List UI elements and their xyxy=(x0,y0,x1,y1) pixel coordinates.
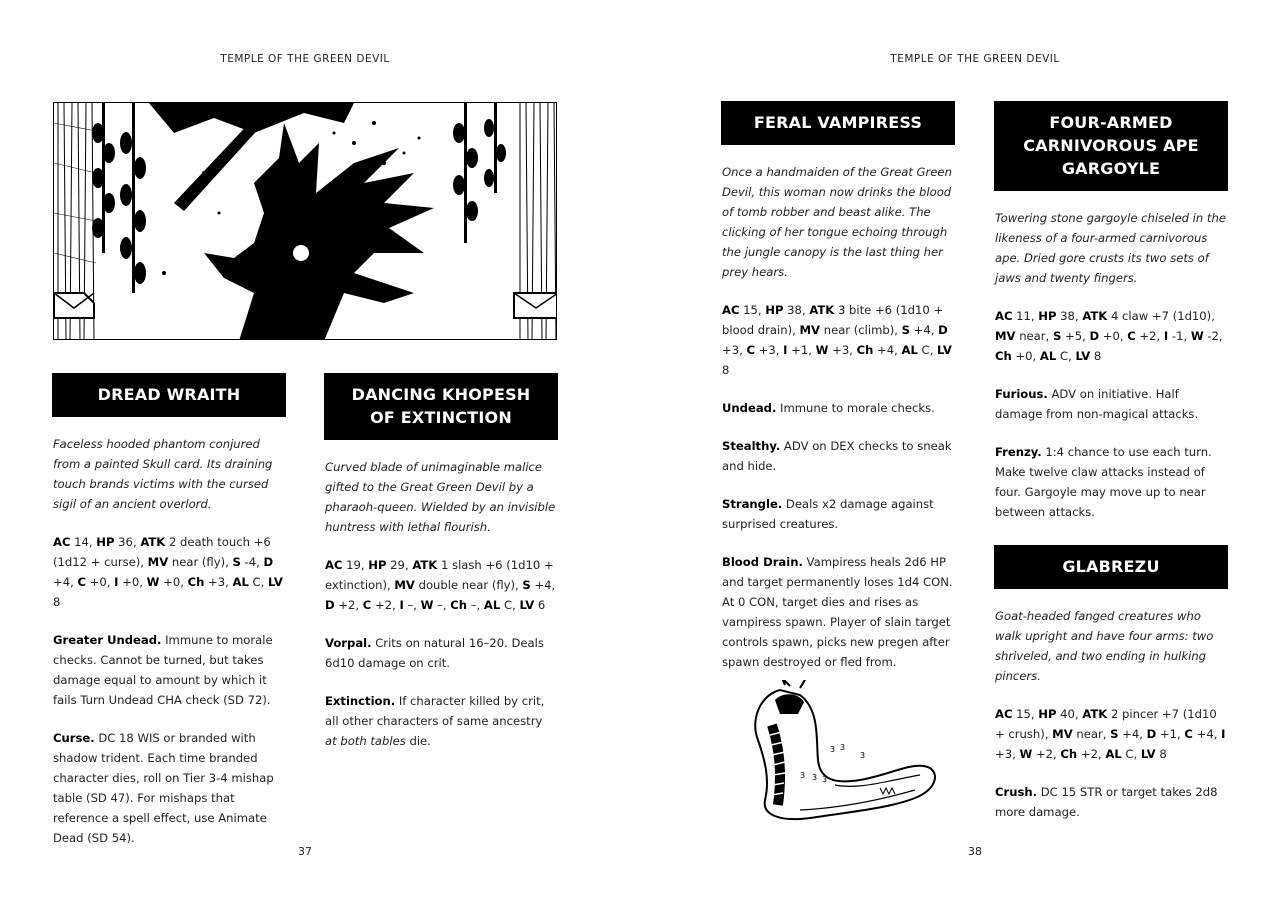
glabrezu-stats: AC 15, HP 40, ATK 2 pincer +7 (1d10 + crush), MV near, S +4, D +1, C +4, I +3, W +2, Ch +2, AL C, LV 8 xyxy=(995,707,1226,761)
khopesh-title-line1: DANCING KHOPESH xyxy=(351,385,531,404)
gargoyle-title-line3: GARGOYLE xyxy=(1061,159,1161,178)
glabrezu-description: Goat-headed fanged creatures who walk upright and have four arms: two shriveled, and two ending in hulking pincers. xyxy=(995,609,1214,683)
dread-wraith-stats: AC 14, HP 36, ATK 2 death touch +6 (1d12 + curse), MV near (fly), S -4, D +4, C +0, I +0, W +0, Ch +3, AL C, LV 8 xyxy=(53,535,283,609)
glabrezu-title xyxy=(995,546,1227,588)
running-head-left: TEMPLE OF THE GREEN DEVIL xyxy=(220,53,390,65)
ability-frenzy: Frenzy. 1:4 chance to use each turn. Make twelve claw attacks instead of four. Gargoyle may move up to near between attacks. xyxy=(995,445,1212,519)
dread-wraith-title-text: DREAD WRAITH xyxy=(97,385,241,404)
gargoyle-description: Towering stone gargoyle chiseled in the likeness of a four-armed carnivorous ape. Dried gore crusts its two sets of jaws and twenty fingers. xyxy=(995,211,1226,285)
vampiress-title xyxy=(722,102,954,144)
ability-undead: Undead. Immune to morale checks. xyxy=(722,401,935,415)
page-number-right: 38 xyxy=(968,845,982,858)
svg-text:3: 3 xyxy=(812,773,818,782)
svg-text:3: 3 xyxy=(840,743,846,752)
page-number-left: 37 xyxy=(298,845,312,858)
gargoyle-title xyxy=(995,102,1227,190)
gargoyle-block xyxy=(995,102,1227,540)
khopesh-stats: AC 19, HP 29, ATK 1 slash +6 (1d10 + extinction), MV double near (fly), S +4, D +2, C +2, I –, W –, Ch –, AL C, LV 6 xyxy=(325,558,556,612)
ability-extinction: Extinction. If character killed by crit, all other characters of same ancestry at both tables die. xyxy=(325,694,545,748)
ability-greater-undead: Greater Undead. Immune to morale checks. Cannot be turned, but takes damage equal to amount by which it fails Turn Undead CHA check (SD 72). xyxy=(53,633,273,707)
ability-stealthy: Stealthy. ADV on DEX checks to sneak and hide. xyxy=(722,439,952,473)
ability-curse: Curse. DC 18 WIS or branded with shadow trident. Each time branded character dies, roll on Tier 3-4 mishap table (SD 47). For mishaps that reference a spell effect, use Animate Dead (SD 54). xyxy=(53,731,274,845)
khopesh-title xyxy=(325,374,557,439)
gargoyle-title-line2: CARNIVOROUS APE xyxy=(1023,136,1199,155)
khopesh-title-line2: OF EXTINCTION xyxy=(370,408,512,427)
ability-blood-drain: Blood Drain. Vampiress heals 2d6 HP and target permanently loses 1d4 CON. At 0 CON, target dies and rises as vampiress spawn. Player of slain target controls spawn, picks new pregen after spawn destroyed or fled from. xyxy=(722,555,953,669)
svg-text:3: 3 xyxy=(830,745,836,754)
khopesh-block xyxy=(325,374,557,769)
gargoyle-title-line1: FOUR-ARMED xyxy=(1049,113,1173,132)
svg-text:3: 3 xyxy=(800,771,806,780)
ability-crush: Crush. DC 15 STR or target takes 2d8 more damage. xyxy=(995,785,1218,819)
glabrezu-title-text: GLABREZU xyxy=(1062,557,1160,576)
ability-furious: Furious. ADV on initiative. Half damage from non-magical attacks. xyxy=(995,387,1199,421)
vampiress-stats: AC 15, HP 38, ATK 3 bite +6 (1d10 + blood drain), MV near (climb), S +4, D +3, C +3, I +1, W +3, Ch +4, AL C, LV 8 xyxy=(722,303,952,377)
gargoyle-stats: AC 11, HP 38, ATK 4 claw +7 (1d10), MV near, S +5, D +0, C +2, I -1, W -2, Ch +0, AL C, LV 8 xyxy=(995,309,1223,363)
svg-text:3: 3 xyxy=(860,751,866,760)
cobra-art xyxy=(740,680,945,825)
vampiress-title-text: FERAL VAMPIRESS xyxy=(753,113,923,132)
jungle-silhouette-illustration xyxy=(53,102,557,340)
dread-wraith-block xyxy=(53,374,285,866)
dread-wraith-description: Faceless hooded phantom conjured from a painted Skull card. Its draining touch brands victims with the cursed sigil of an ancient overlord. xyxy=(53,437,273,511)
ability-strangle: Strangle. Deals x2 damage against surprised creatures. xyxy=(722,497,934,531)
ability-vorpal: Vorpal. Crits on natural 16–20. Deals 6d10 damage on crit. xyxy=(325,636,544,670)
svg-text:3: 3 xyxy=(822,775,828,784)
vampiress-block xyxy=(722,102,954,690)
dread-wraith-title xyxy=(53,374,285,416)
silhouette-art xyxy=(54,103,557,340)
khopesh-description: Curved blade of unimaginable malice gifted to the Great Green Devil by a pharaoh-queen. Wielded by an invisible huntress with lethal flourish. xyxy=(325,460,556,534)
cobra-illustration xyxy=(740,680,945,825)
right-page xyxy=(640,0,1280,907)
glabrezu-block xyxy=(995,546,1227,840)
running-head-right: TEMPLE OF THE GREEN DEVIL xyxy=(890,53,1060,65)
vampiress-description: Once a handmaiden of the Great Green Devil, this woman now drinks the blood of tomb robber and beast alike. The clicking of her tongue echoing through the jungle canopy is the last thing her prey hears. xyxy=(722,165,952,279)
